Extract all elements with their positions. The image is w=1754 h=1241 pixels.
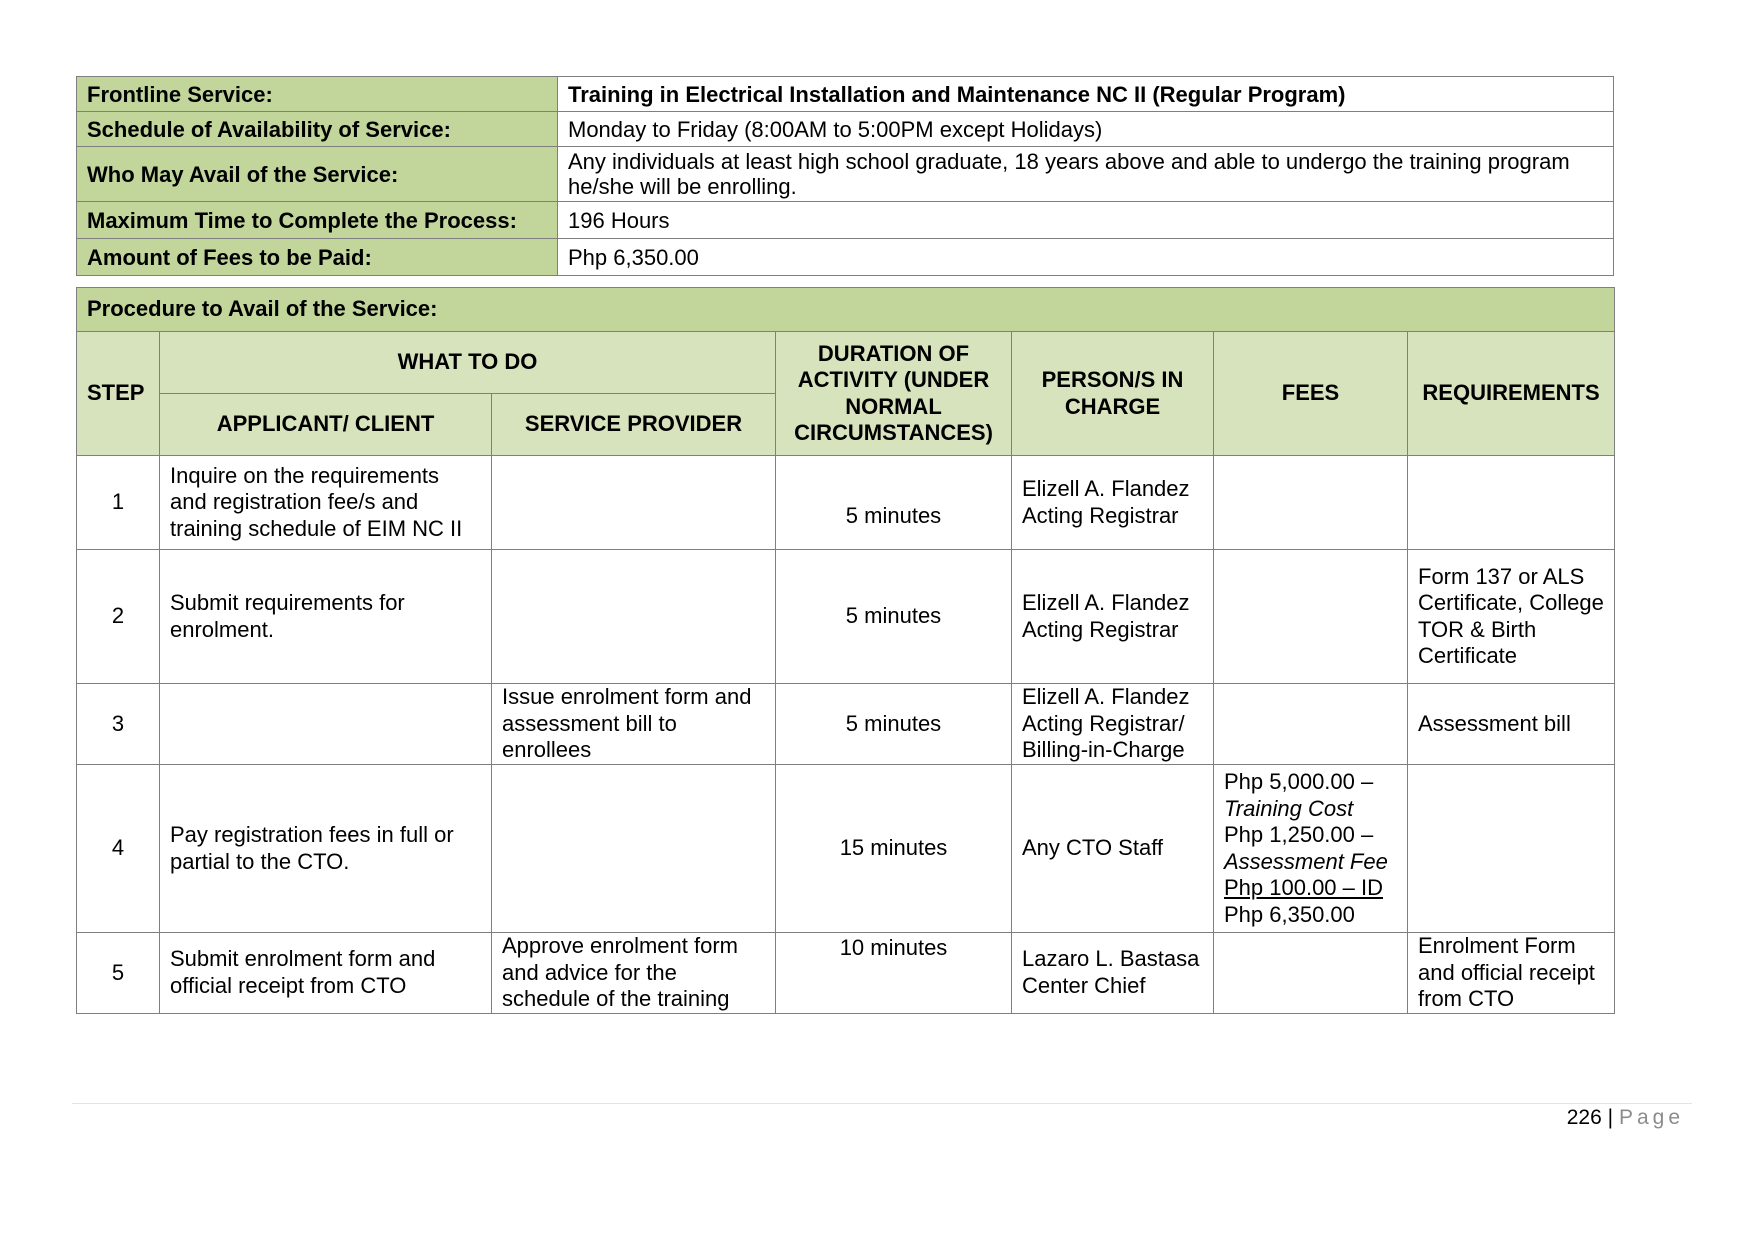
requirements xyxy=(1408,765,1615,933)
person-in-charge xyxy=(1012,456,1214,550)
schedule-label: Schedule of Availability of Service: xyxy=(77,112,558,147)
max-time-label: Maximum Time to Complete the Process: xyxy=(77,202,558,239)
header-duration: DURATION OF ACTIVITY (UNDER NORMAL CIRCUMSTANCES) xyxy=(776,332,1012,456)
person-in-charge xyxy=(1012,933,1214,1014)
step-number: 3 xyxy=(77,684,160,765)
requirements: Assessment bill xyxy=(1408,684,1615,765)
duration: 15 minutes xyxy=(776,765,1012,933)
header-person: PERSON/S IN CHARGE xyxy=(1012,332,1214,456)
who-value: Any individuals at least high school graduate, 18 years above and able to undergo the training program he/she will be enrolling. xyxy=(558,147,1614,202)
header-requirements: REQUIREMENTS xyxy=(1408,332,1615,456)
requirements xyxy=(1408,456,1615,550)
person-name: Lazaro L. Bastasa xyxy=(1022,946,1200,972)
info-row-who xyxy=(77,147,1614,202)
procedure-title: Procedure to Avail of the Service: xyxy=(77,288,1615,332)
duration: 10 minutes xyxy=(776,933,1012,1014)
applicant-action: Inquire on the requirements and registration fee/s and training schedule of EIM NC II xyxy=(160,456,492,550)
provider-action: Issue enrolment form and assessment bill to enrollees xyxy=(492,684,776,765)
table-row xyxy=(77,550,1615,684)
duration: 5 minutes xyxy=(776,456,1012,550)
duration: 5 minutes xyxy=(776,550,1012,684)
fee-id: Php 100.00 – ID xyxy=(1224,875,1384,900)
fee-assessment-amount: Php 1,250.00 – xyxy=(1224,822,1374,847)
person-role: Acting Registrar xyxy=(1022,502,1179,528)
step-number: 2 xyxy=(77,550,160,684)
requirements: Enrolment Form and official receipt from CTO xyxy=(1408,933,1615,1014)
header-row-1 xyxy=(77,332,1615,394)
header-what-to-do: WHAT TO DO xyxy=(160,332,776,394)
header-step: STEP xyxy=(77,332,160,456)
table-row xyxy=(77,456,1615,550)
header-fees: FEES xyxy=(1214,332,1408,456)
fees xyxy=(1214,456,1408,550)
person-in-charge xyxy=(1012,550,1214,684)
footer-divider xyxy=(72,1103,1692,1104)
service-info-table xyxy=(76,76,1614,276)
page-footer xyxy=(1567,1106,1684,1130)
applicant-action: Submit requirements for enrolment. xyxy=(160,550,492,684)
frontline-value: Training in Electrical Installation and Maintenance NC II (Regular Program) xyxy=(558,77,1614,112)
fees xyxy=(1214,684,1408,765)
schedule-value: Monday to Friday (8:00AM to 5:00PM except Holidays) xyxy=(558,112,1614,147)
applicant-action: Submit enrolment form and official receipt from CTO xyxy=(160,933,492,1014)
duration: 5 minutes xyxy=(776,684,1012,765)
info-row-schedule xyxy=(77,112,1614,147)
fees-label: Amount of Fees to be Paid: xyxy=(77,239,558,276)
procedure-section-row xyxy=(77,288,1615,332)
header-provider: SERVICE PROVIDER xyxy=(492,394,776,456)
fees xyxy=(1214,550,1408,684)
person-role: Center Chief xyxy=(1022,972,1146,998)
fee-total: Php 6,350.00 xyxy=(1224,901,1355,927)
fees xyxy=(1214,765,1408,933)
info-row-max-time xyxy=(77,202,1614,239)
frontline-label: Frontline Service: xyxy=(77,77,558,112)
page-number: 226 xyxy=(1566,1106,1602,1129)
applicant-action xyxy=(160,684,492,765)
person-name: Elizell A. Flandez xyxy=(1022,476,1190,501)
provider-action xyxy=(492,456,776,550)
step-number: 1 xyxy=(77,456,160,550)
fee-training-label: Training Cost xyxy=(1224,795,1354,821)
person-name: Any CTO Staff xyxy=(1022,835,1164,861)
person-name: Elizell A. Flandez xyxy=(1022,684,1190,710)
step-number: 5 xyxy=(77,933,160,1014)
person-role: Acting Registrar/ Billing-in-Charge xyxy=(1022,710,1185,763)
provider-action xyxy=(492,550,776,684)
procedure-table xyxy=(76,287,1615,1014)
header-applicant: APPLICANT/ CLIENT xyxy=(160,394,492,456)
provider-action xyxy=(492,765,776,933)
person-in-charge xyxy=(1012,765,1214,933)
fees-value: Php 6,350.00 xyxy=(558,239,1614,276)
table-row xyxy=(77,684,1615,765)
footer-separator: | xyxy=(1607,1106,1614,1129)
person-in-charge xyxy=(1012,684,1214,765)
who-label: Who May Avail of the Service: xyxy=(77,147,558,202)
fee-assessment-label: Assessment Fee xyxy=(1224,848,1388,874)
table-row xyxy=(77,765,1615,933)
info-row-frontline xyxy=(77,77,1614,112)
table-row xyxy=(77,933,1615,1014)
provider-action: Approve enrolment form and advice for the schedule of the training xyxy=(492,933,776,1014)
max-time-value: 196 Hours xyxy=(558,202,1614,239)
page-word: Page xyxy=(1618,1106,1684,1129)
person-role: Acting Registrar xyxy=(1022,616,1179,642)
fees xyxy=(1214,933,1408,1014)
person-name: Elizell A. Flandez xyxy=(1022,590,1190,615)
info-row-fees xyxy=(77,239,1614,276)
step-number: 4 xyxy=(77,765,160,933)
applicant-action: Pay registration fees in full or partial to the CTO. xyxy=(160,765,492,933)
requirements: Form 137 or ALS Certificate, College TOR & Birth Certificate xyxy=(1408,550,1615,684)
fee-training-amount: Php 5,000.00 – xyxy=(1224,769,1374,794)
